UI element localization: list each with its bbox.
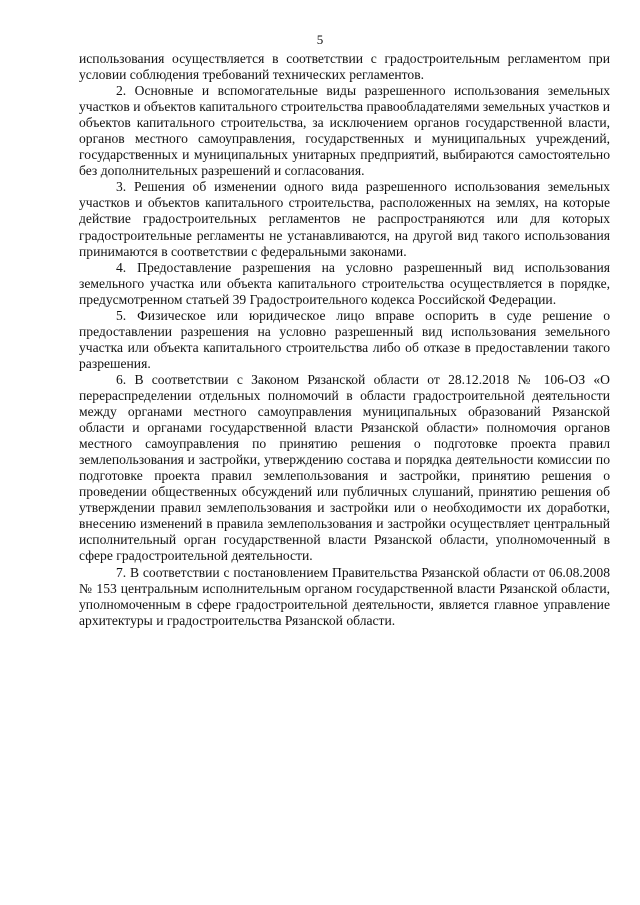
paragraph-2: 2. Основные и вспомогательные виды разрешенного использования земельных участков и объектов капитального строительства правообладателями земельных участков и объектов капитального строительства, за исключением органов государственной власти, органов местного самоуправления, государственных и муниципальных учреждений, государственных и муниципальных унитарных предприятий, выбираются самостоятельно без дополнительных разрешений и согласования. — [79, 83, 610, 179]
paragraph-3: 3. Решения об изменении одного вида разрешенного использования земельных участков и объектов капитального строительства, расположенных на землях, на которые действие градостроительных регламентов не распространяются или для которых градостроительные регламенты не устанавливаются, на другой вид такого использования принимаются в соответствии с федеральными законами. — [79, 179, 610, 259]
paragraph-7: 7. В соответствии с постановлением Правительства Рязанской области от 06.08.2008 № 153 центральным исполнительным органом государственной власти Рязанской области, уполномоченным в сфере градостроительной деятельности, является главное управление архитектуры и градостроительства Рязанской области. — [79, 564, 610, 628]
page-number: 5 — [316, 32, 324, 47]
paragraph-continuation: использования осуществляется в соответствии с градостроительным регламентом при условии соблюдения требований технических регламентов. — [79, 51, 610, 83]
paragraph-5: 5. Физическое или юридическое лицо вправе оспорить в суде решение о предоставлении разрешения на условно разрешенный вид использования земельного участка или объекта капитального строительства либо об отказе в предоставлении такого разрешения. — [79, 307, 610, 371]
paragraph-4: 4. Предоставление разрешения на условно разрешенный вид использования земельного участка или объекта капитального строительства осуществляется в порядке, предусмотренном статьей 39 Градостроительного кодекса Российской Федерации. — [79, 259, 610, 307]
document-body — [79, 51, 610, 629]
paragraph-6: 6. В соответствии с Законом Рязанской области от 28.12.2018 № 106-ОЗ «О перераспределении отдельных полномочий в области градостроительной деятельности между органами местного самоуправления муниципальных образований Рязанской области и органами государственной власти Рязанской области» полномочия органов местного самоуправления по принятию решения о подготовке проекта правил землепользования и застройки, утверждению состава и порядка деятельности комиссии по подготовке проекта правил землепользования и застройки, принятию решения о проведении общественных обсуждений или публичных слушаний, принятию решения об утверждении правил землепользования и застройки или о необходимости их доработки, внесению изменений в правила землепользования и застройки осуществляет центральный исполнительный орган государственной власти Рязанской области, уполномоченный в сфере градостроительной деятельности. — [79, 371, 610, 564]
